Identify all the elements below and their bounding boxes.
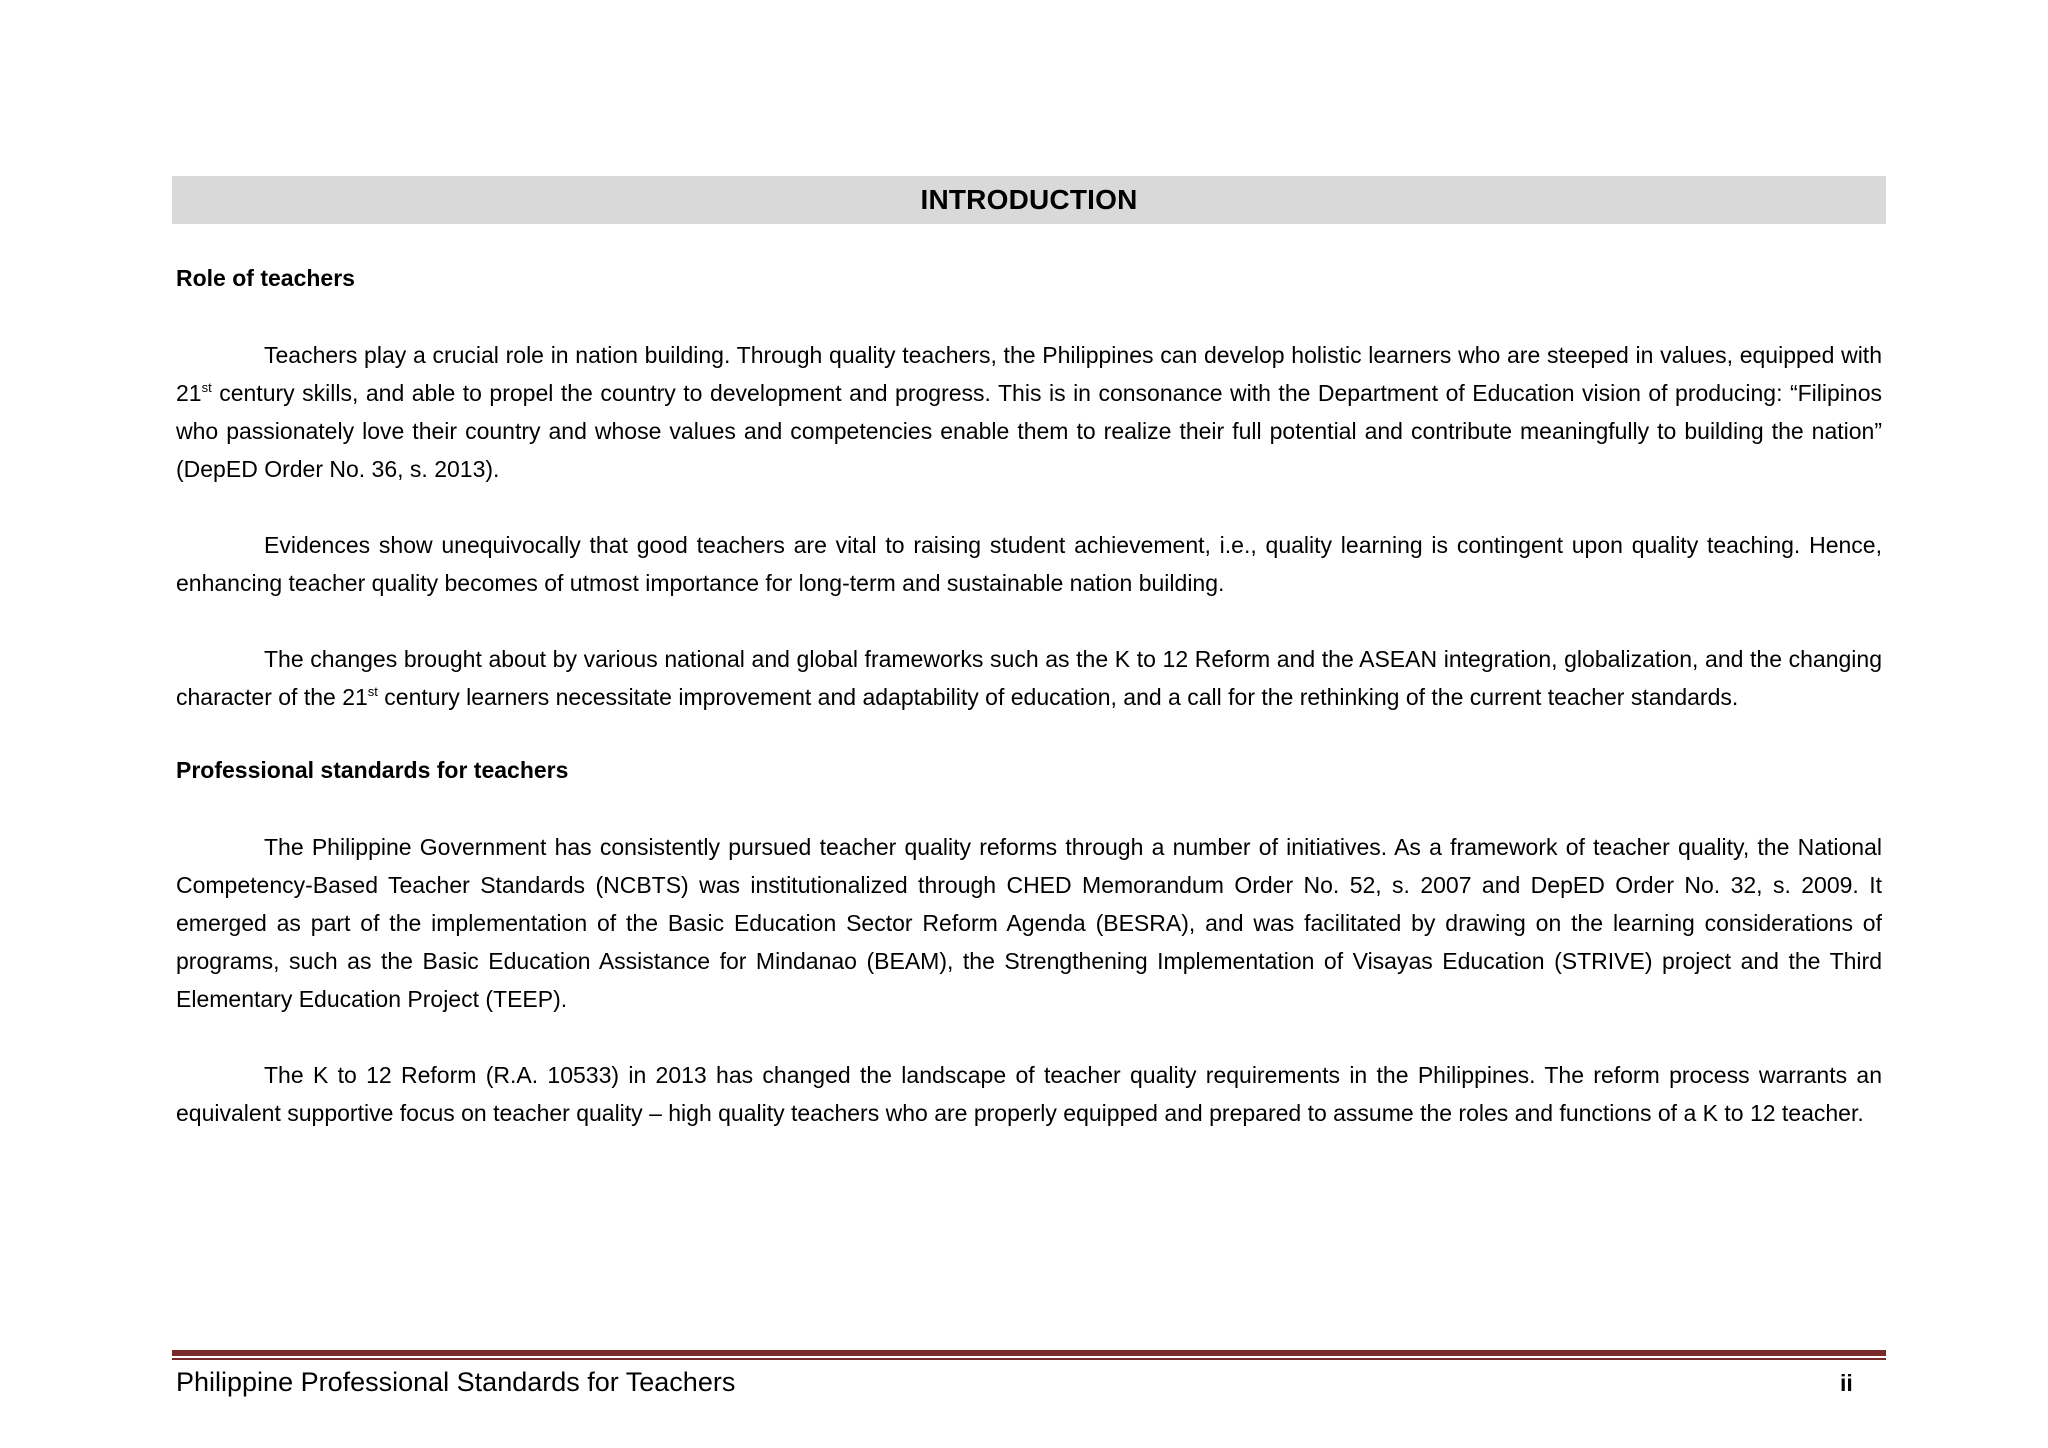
section-heading-role-of-teachers: Role of teachers	[176, 265, 355, 291]
footer-rule-thick	[172, 1350, 1886, 1356]
title-banner	[172, 176, 1886, 224]
footer-document-title: Philippine Professional Standards for Teachers	[176, 1367, 736, 1397]
paragraph-role-3: The changes brought about by various national and global frameworks such as the K to 12 Reform and the ASEAN integration, globalization, and the changing character of the 21st century learners necessitate improvement and adaptability of education, and a call for the rethinking of the current teacher standards.	[176, 646, 1882, 710]
footer-rule-thin	[172, 1358, 1886, 1360]
superscript-ordinal: st	[367, 684, 378, 699]
paragraph-standards-2: The K to 12 Reform (R.A. 10533) in 2013 has changed the landscape of teacher quality requirements in the Philippines. The reform process warrants an equivalent supportive focus on teacher quality – high quality teachers who are properly equipped and prepared to assume the roles and functions of a K to 12 teacher.	[176, 1062, 1882, 1126]
superscript-ordinal: st	[201, 380, 212, 395]
document-body	[176, 262, 1882, 1132]
paragraph-role-2: Evidences show unequivocally that good teachers are vital to raising student achievement, i.e., quality learning is contingent upon quality teaching. Hence, enhancing teacher quality becomes of utmost importance for long-term and sustainable nation building.	[176, 532, 1882, 596]
paragraph-role-1: Teachers play a crucial role in nation building. Through quality teachers, the Philippines can develop holistic learners who are steeped in values, equipped with 21st century skills, and able to propel the country to development and progress. This is in consonance with the Department of Education vision of producing: “Filipinos who passionately love their country and whose values and competencies enable them to realize their full potential and contribute meaningfully to building the nation” (DepED Order No. 36, s. 2013).	[176, 342, 1882, 482]
paragraph-standards-1: The Philippine Government has consistently pursued teacher quality reforms through a number of initiatives. As a framework of teacher quality, the National Competency-Based Teacher Standards (NCBTS) was institutionalized through CHED Memorandum Order No. 52, s. 2007 and DepED Order No. 32, s. 2009. It emerged as part of the implementation of the Basic Education Sector Reform Agenda (BESRA), and was facilitated by drawing on the learning considerations of programs, such as the Basic Education Assistance for Mindanao (BEAM), the Strengthening Implementation of Visayas Education (STRIVE) project and the Third Elementary Education Project (TEEP).	[176, 834, 1882, 1012]
page-title: INTRODUCTION	[920, 184, 1138, 215]
footer-page-number: ii	[1840, 1370, 1853, 1396]
section-heading-professional-standards: Professional standards for teachers	[176, 757, 569, 783]
